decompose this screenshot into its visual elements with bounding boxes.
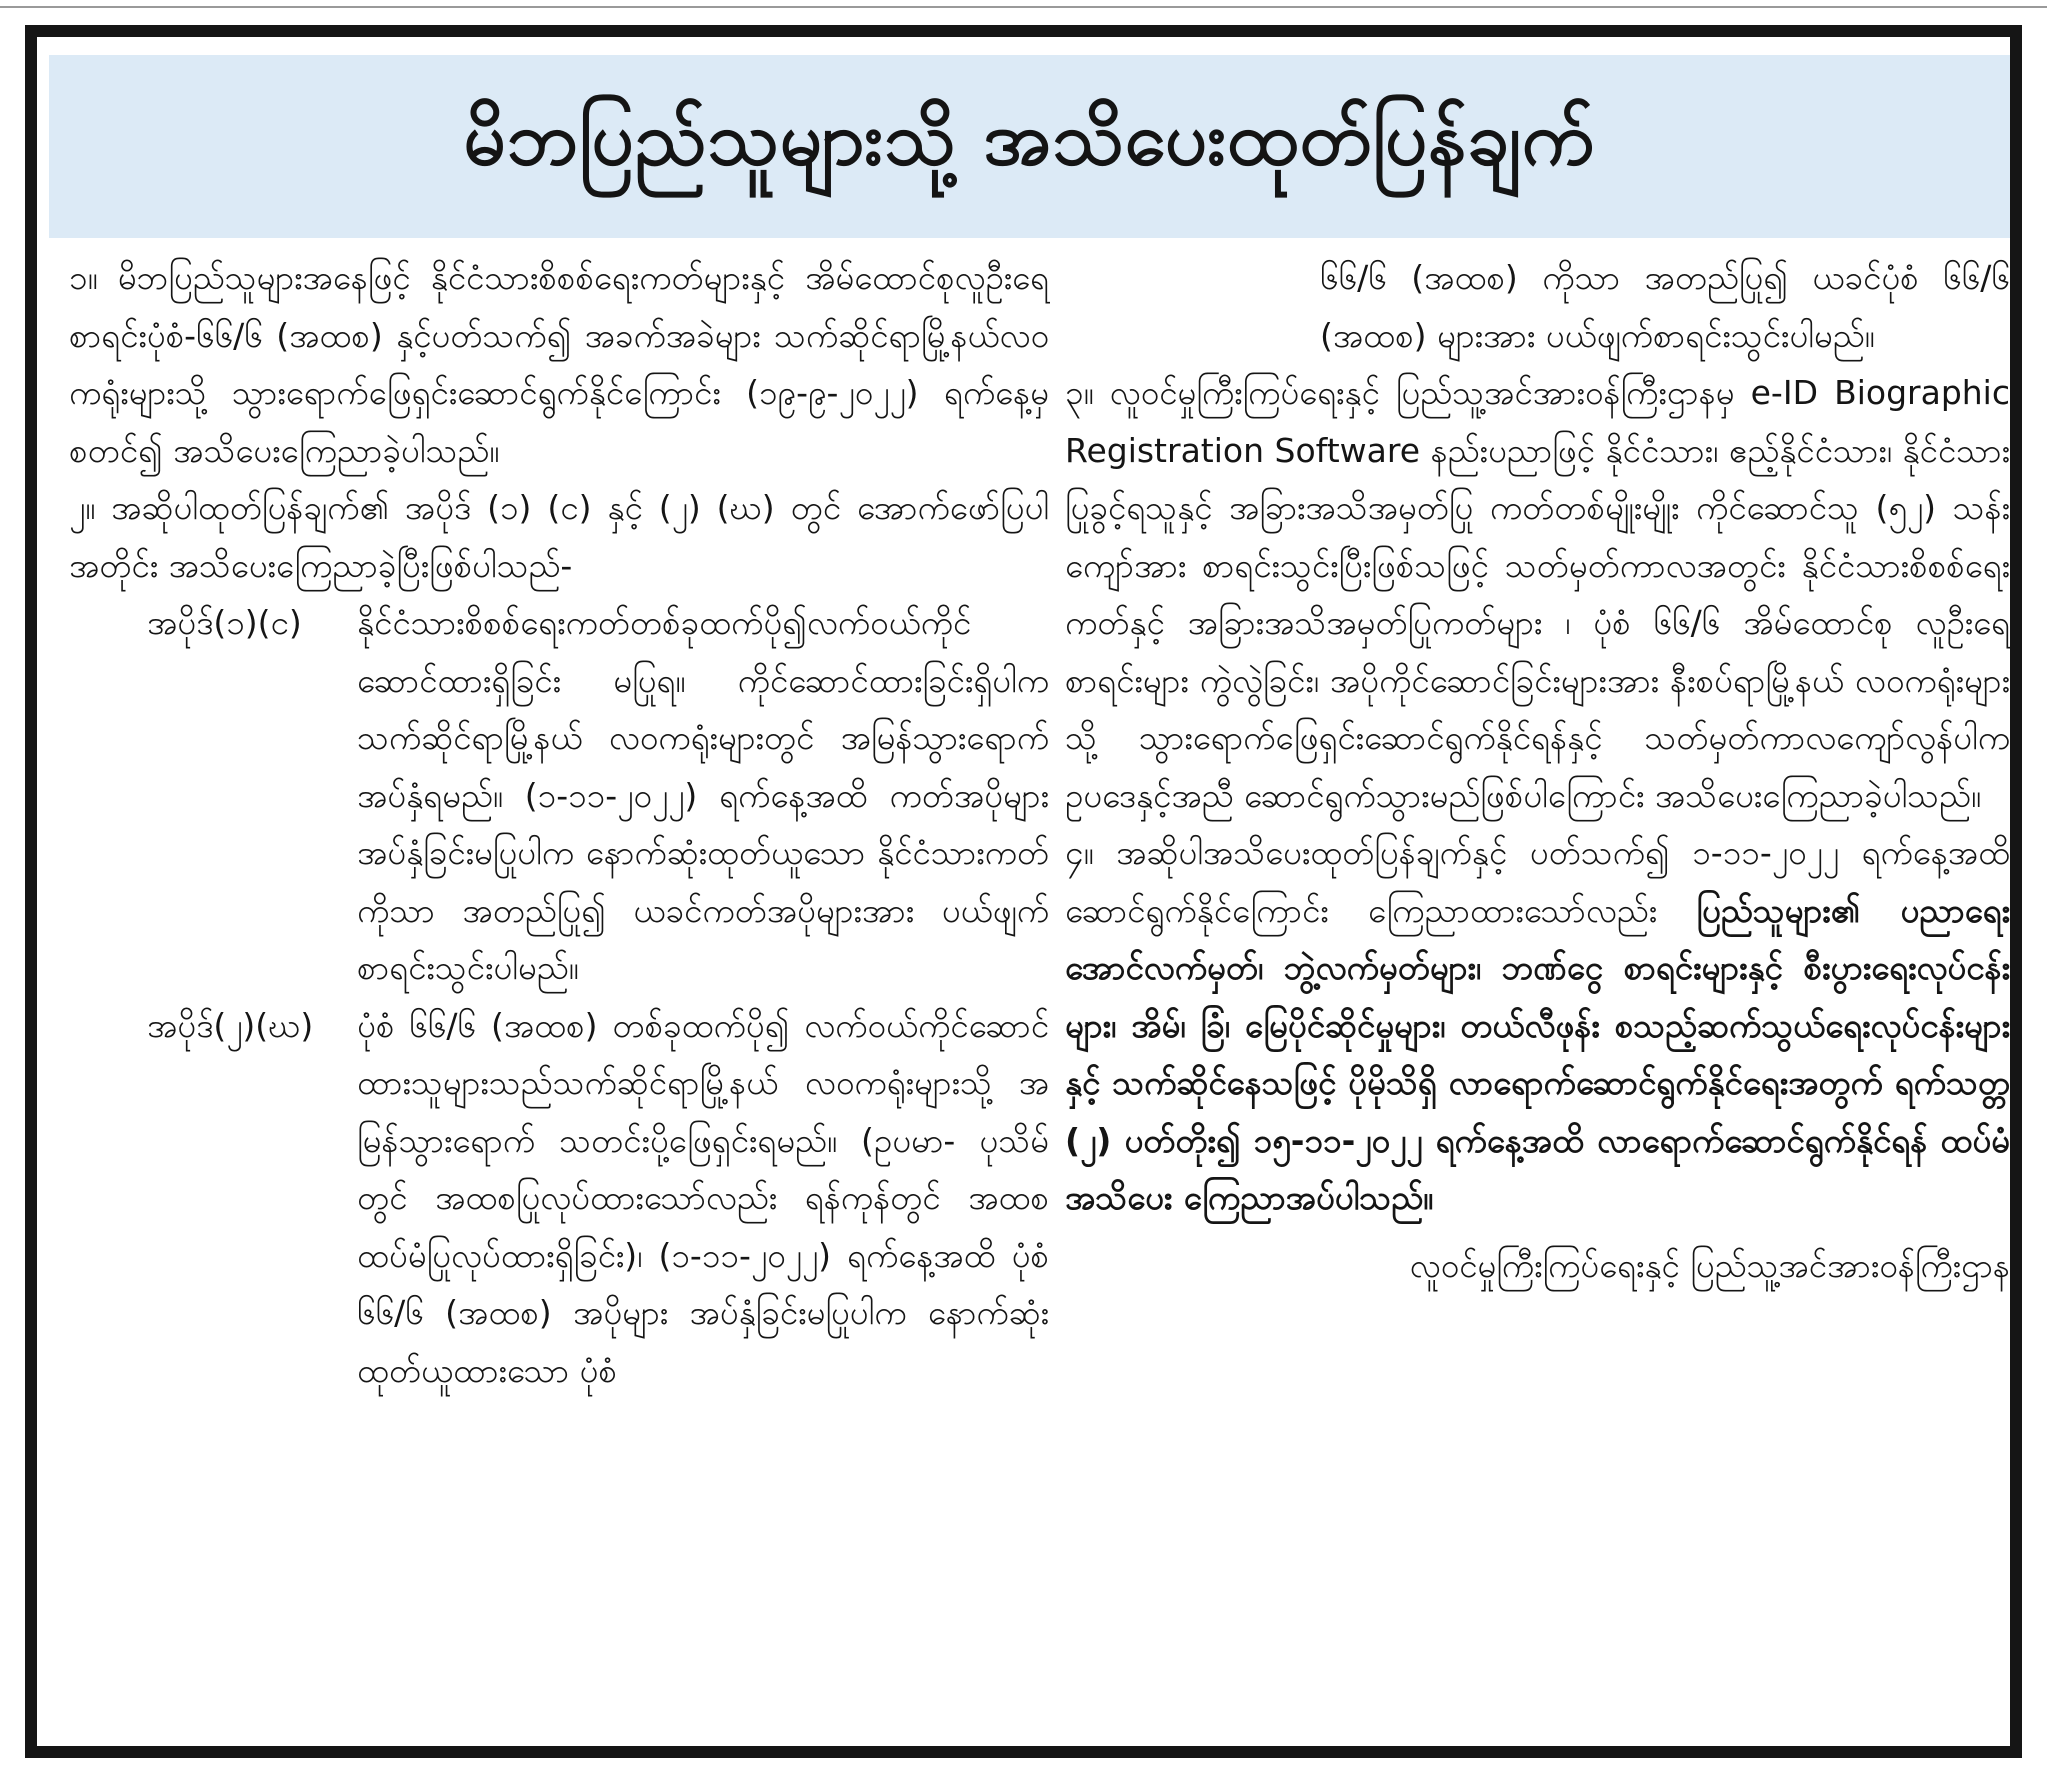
paragraph-3-start: ၃။ လူဝင်မှုကြီးကြပ်ရေးနှင့် ပြည်သူ့အင်အားဝန်ကြီးဌာနမှ [1065,373,1751,412]
page-title: မိဘပြည်သူများသို့ အသိပေးထုတ်ပြန်ချက် [463,96,1596,182]
paragraph-2: ၂။ အဆိုပါထုတ်ပြန်ချက်၏ အပိုဒ် (၁) (င) နှင့် (၂) (ဃ) တွင် အောက်ဖော်ပြပါအတိုင်း အသိပေးကြေညာခဲ့ပြီးဖြစ်ပါသည်- [69,488,1049,585]
paragraph-4-start: ၄။ အဆိုပါအသိပေးထုတ်ပြန်ချက်နှင့် ပတ်သက်၍ ၁-၁၁-၂၀၂၂ ရက်နေ့အထိ ဆောင်ရွက်နိုင်ကြောင်း ကြေညာထားသော်လည်း [1065,833,2010,930]
subclause-2-continuation: ၆၆/၆ (အထစ) ကိုသာ အတည်ပြု၍ ယခင်ပုံစံ ၆၆/၆ (အထစ) များအား ပယ်ဖျက်စာရင်းသွင်းပါမည်။ [1320,258,2010,355]
software-name: e-ID Biographic Registration Software [1065,373,2010,470]
paragraph-3-rest: နည်းပညာဖြင့် နိုင်ငံသား၊ ဧည့်နိုင်ငံသား၊ နိုင်ငံသားပြုခွင့်ရသူနှင့် အခြားအသိအမှတ်ပြု ကတ်တစ်မျိုးမျိုး ကိုင်ဆောင်သူ (၅၂) သန်းကျော်အား စာရင်းသွင်းပြီးဖြစ်သဖြင့် သတ်မှတ်ကာလအတွင်း နိုင်ငံသားစိစစ်ရေးကတ်နှင့် အခြားအသိအမှတ်ပြုကတ်များ ၊ ပုံစံ ၆၆/၆ အိမ်ထောင်စု လူဦးရေစာရင်းများ ကွဲလွဲခြင်း၊ အပိုကိုင်ဆောင်ခြင်းများအား နီးစပ်ရာမြို့နယ် လဝကရုံးများသို့ သွားရောက်ဖြေရှင်းဆောင်ရွက်နိုင်ရန်နှင့် သတ်မှတ်ကာလကျော်လွန်ပါက ဥပဒေနှင့်အညီ ဆောင်ရွက်သွားမည်ဖြစ်ပါကြောင်း အသိပေးကြေညာခဲ့ပါသည်။ [1065,430,2011,815]
announcement-frame [25,25,2022,1758]
paragraph-1: ၁။ မိဘပြည်သူများအနေဖြင့် နိုင်ငံသားစိစစ်ရေးကတ်များနှင့် အိမ်ထောင်စုလူဦးရေစာရင်းပုံစံ-၆၆/၆ (အထစ) နှင့်ပတ်သက်၍ အခက်အခဲများ သက်ဆိုင်ရာမြို့နယ်လဝကရုံးများသို့ သွားရောက်ဖြေရှင်းဆောင်ရွက်နိုင်ကြောင်း (၁၉-၉-၂၀၂၂) ရက်နေ့မှစတင်၍ အသိပေးကြေညာခဲ့ပါသည်။ [69,258,1049,470]
right-column [1065,249,2010,1294]
top-rule [0,6,2047,8]
paragraph-4 [1065,824,2010,1227]
paragraph-3 [1065,364,2010,824]
paragraph-4-emphasis: ပြည်သူများ၏ ပညာရေးအောင်လက်မှတ်၊ ဘွဲ့လက်မှတ်များ၊ ဘဏ်ငွေ စာရင်းများနှင့် စီးပွားရေးလုပ်ငန်းများ၊ အိမ်၊ ခြံ၊ မြေပိုင်ဆိုင်မှုများ၊ တယ်လီဖုန်း စသည့်ဆက်သွယ်ရေးလုပ်ငန်းများနှင့် သက်ဆိုင်နေသဖြင့် ပိုမိုသိရှိ လာရောက်ဆောင်ရွက်နိုင်ရေးအတွက် ရက်သတ္တ (၂) ပတ်တိုး၍ ၁၅-၁၁-၂၀၂၂ ရက်နေ့အထိ လာရောက်ဆောင်ရွက်နိုင်ရန် ထပ်မံအသိပေး ကြေညာအပ်ပါသည်။ [1065,890,2010,1217]
subclause-2 [69,997,1049,1400]
subclause-2-label: အပိုဒ်(၂)(ဃ) [147,1005,314,1045]
subclause-1-text: နိုင်ငံသားစိစစ်ရေးကတ်တစ်ခုထက်ပို၍လက်ဝယ်ကိုင်ဆောင်ထားရှိခြင်း မပြုရ။ ကိုင်ဆောင်ထားခြင်းရှိပါက သက်ဆိုင်ရာမြို့နယ် လဝကရုံးများတွင် အမြန်သွားရောက်အပ်နှံရမည်။ (၁-၁၁-၂၀၂၂) ရက်နေ့အထိ ကတ်အပိုများ အပ်နှံခြင်းမပြုပါက နောက်ဆုံးထုတ်ယူသော နိုင်ငံသားကတ်ကိုသာ အတည်ပြု၍ ယခင်ကတ်အပိုများအား ပယ်ဖျက်စာရင်းသွင်းပါမည်။ [357,603,1049,987]
issuer-signature: လူဝင်မှုကြီးကြပ်ရေးနှင့် ပြည်သူ့အင်အားဝန်ကြီးဌာန [1409,1245,2010,1285]
subclause-1 [69,594,1049,997]
left-column [69,249,1049,1399]
title-banner [49,55,2010,238]
subclause-2-text: ပုံစံ ၆၆/၆ (အထစ) တစ်ခုထက်ပို၍ လက်ဝယ်ကိုင်ဆောင်ထားသူများသည်သက်ဆိုင်ရာမြို့နယ် လဝကရုံးများသို့ အမြန်သွားရောက် သတင်းပို့ဖြေရှင်းရမည်။ (ဥပမာ- ပုသိမ်တွင် အထစပြုလုပ်ထားသော်လည်း ရန်ကုန်တွင် အထစထပ်မံပြုလုပ်ထားရှိခြင်း)၊ (၁-၁၁-၂၀၂၂) ရက်နေ့အထိ ပုံစံ ၆၆/၆ (အထစ) အပိုများ အပ်နှံခြင်းမပြုပါက နောက်ဆုံးထုတ်ယူထားသော ပုံစံ [357,1005,1049,1390]
subclause-1-label: အပိုဒ်(၁)(င) [147,603,302,642]
